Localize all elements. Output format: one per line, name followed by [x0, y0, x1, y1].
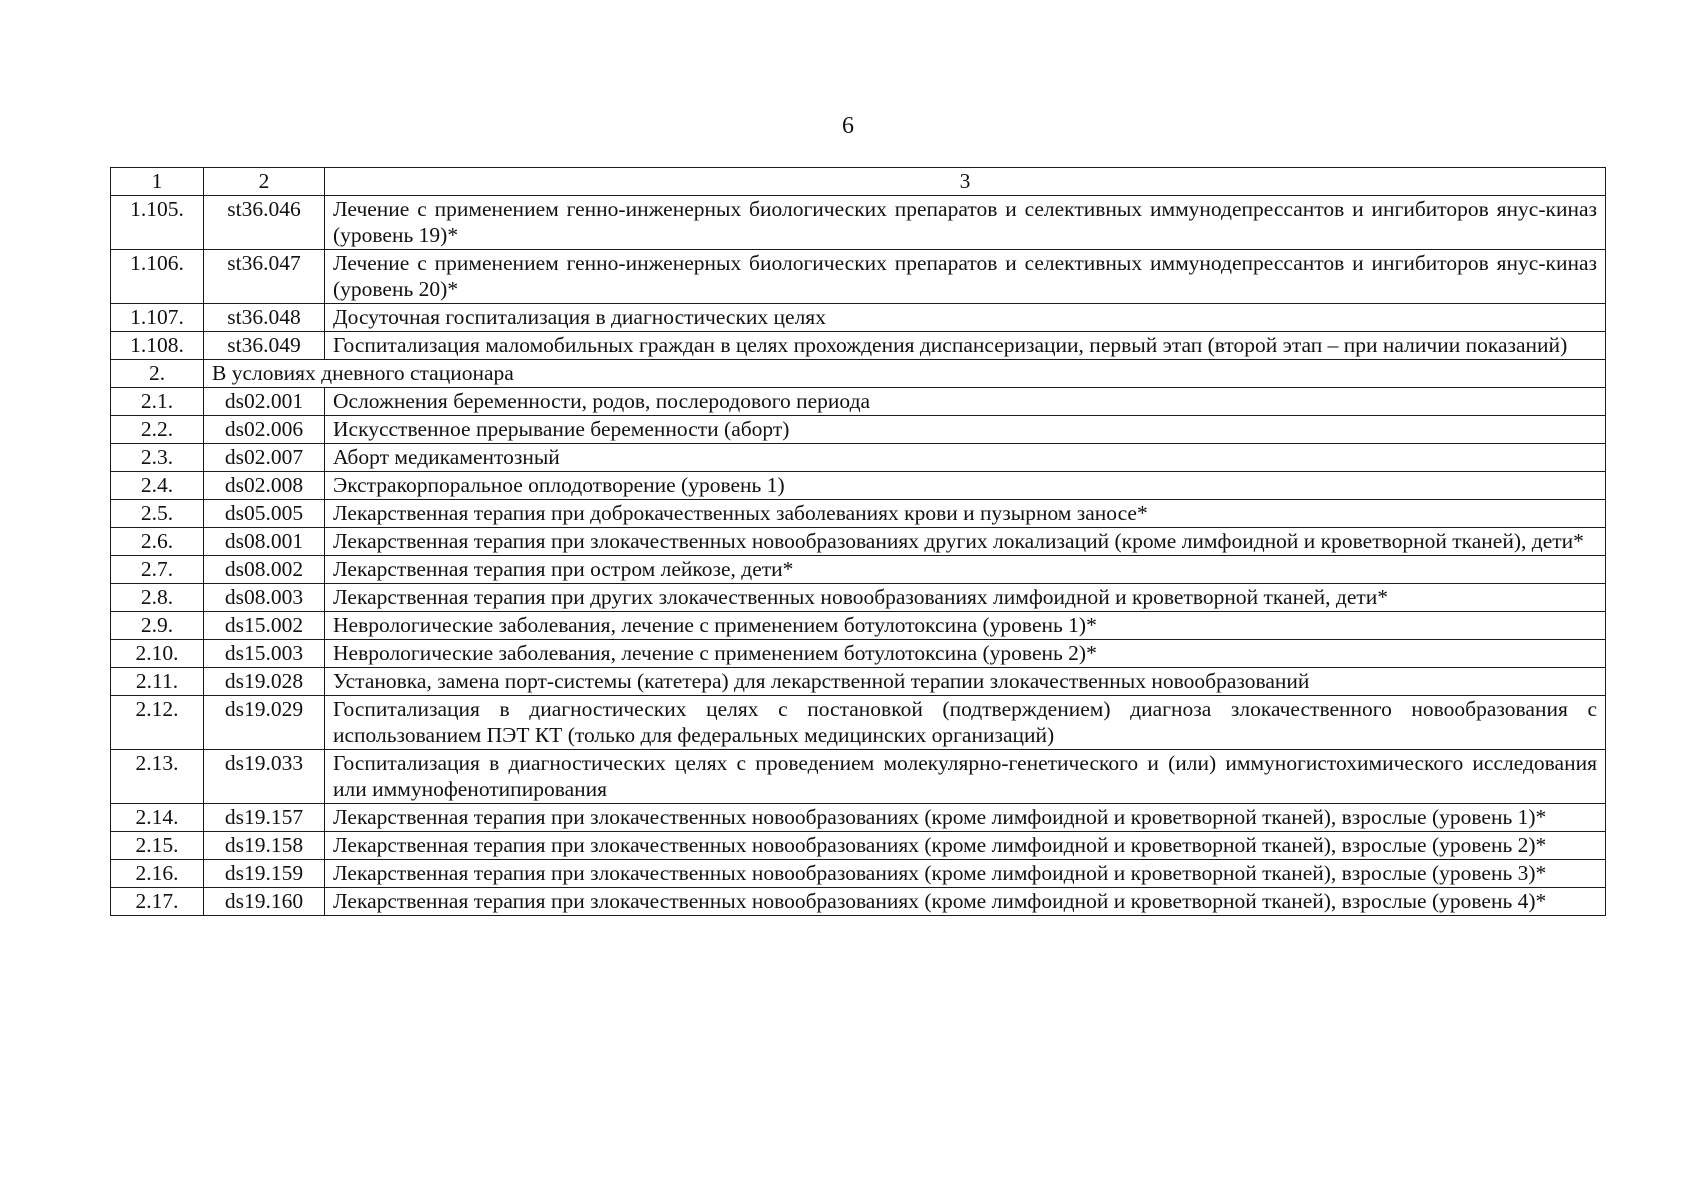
row-code: ds19.158	[204, 832, 325, 860]
row-code: ds08.002	[204, 556, 325, 584]
table-row	[111, 332, 1606, 360]
table-row	[111, 640, 1606, 668]
row-number: 2.1.	[111, 388, 204, 416]
row-number: 1.105.	[111, 196, 204, 250]
row-description: Лекарственная терапия при других злокачественных новообразованиях лимфоидной и кроветворной тканей, дети*	[325, 584, 1606, 612]
row-description: Экстракорпоральное оплодотворение (уровень 1)	[325, 472, 1606, 500]
page-number: 6	[842, 113, 854, 139]
row-code: ds02.008	[204, 472, 325, 500]
table-header-row	[111, 168, 1606, 196]
row-description: Лекарственная терапия при злокачественных новообразованиях (кроме лимфоидной и кроветворной тканей), взрослые (уровень 2)*	[325, 832, 1606, 860]
row-number: 2.16.	[111, 860, 204, 888]
row-number: 2.3.	[111, 444, 204, 472]
row-description: Лекарственная терапия при доброкачественных заболеваниях крови и пузырном заносе*	[325, 500, 1606, 528]
table-row	[111, 304, 1606, 332]
row-description: Лекарственная терапия при злокачественных новообразованиях других локализаций (кроме лимфоидной и кроветворной тканей), дети*	[325, 528, 1606, 556]
row-description: Лечение с применением генно-инженерных биологических препаратов и селективных иммунодепрессантов и ингибиторов янус-киназ (уровень 19)*	[325, 196, 1606, 250]
row-number: 1.106.	[111, 250, 204, 304]
row-number: 2.	[111, 360, 204, 388]
row-code: ds19.159	[204, 860, 325, 888]
row-code: st36.047	[204, 250, 325, 304]
row-description: Лечение с применением генно-инженерных биологических препаратов и селективных иммунодепрессантов и ингибиторов янус-киназ (уровень 20)*	[325, 250, 1606, 304]
row-number: 2.2.	[111, 416, 204, 444]
row-code: ds02.006	[204, 416, 325, 444]
table-row	[111, 584, 1606, 612]
row-code: ds02.001	[204, 388, 325, 416]
table-row	[111, 196, 1606, 250]
row-description: Искусственное прерывание беременности (аборт)	[325, 416, 1606, 444]
table-row	[111, 416, 1606, 444]
row-code: ds15.003	[204, 640, 325, 668]
row-code: st36.049	[204, 332, 325, 360]
row-description: Госпитализация маломобильных граждан в целях прохождения диспансеризации, первый этап (второй этап – при наличии показаний)	[325, 332, 1606, 360]
row-description: Госпитализация в диагностических целях с проведением молекулярно-генетического и (или) иммуногистохимического исследования или иммунофенотипирования	[325, 750, 1606, 804]
row-number: 2.15.	[111, 832, 204, 860]
row-description: Лекарственная терапия при злокачественных новообразованиях (кроме лимфоидной и кроветворной тканей), взрослые (уровень 4)*	[325, 888, 1606, 916]
table-row	[111, 750, 1606, 804]
row-code: st36.048	[204, 304, 325, 332]
table-row	[111, 804, 1606, 832]
row-number: 2.13.	[111, 750, 204, 804]
row-description: Аборт медикаментозный	[325, 444, 1606, 472]
row-number: 2.14.	[111, 804, 204, 832]
section-title: В условиях дневного стационара	[204, 360, 1606, 388]
row-description: Досуточная госпитализация в диагностических целях	[325, 304, 1606, 332]
tariff-table	[110, 167, 1606, 916]
row-description: Осложнения беременности, родов, послеродового периода	[325, 388, 1606, 416]
row-code: ds19.033	[204, 750, 325, 804]
table-row	[111, 528, 1606, 556]
row-description: Лекарственная терапия при остром лейкозе, дети*	[325, 556, 1606, 584]
row-description: Неврологические заболевания, лечение с применением ботулотоксина (уровень 2)*	[325, 640, 1606, 668]
row-number: 2.7.	[111, 556, 204, 584]
row-number: 2.5.	[111, 500, 204, 528]
table-row	[111, 250, 1606, 304]
row-number: 1.107.	[111, 304, 204, 332]
row-description: Госпитализация в диагностических целях с постановкой (подтверждением) диагноза злокачественного новообразования с использованием ПЭТ КТ (только для федеральных медицинских организаций)	[325, 696, 1606, 750]
table-row	[111, 500, 1606, 528]
header-col-1: 1	[111, 168, 204, 196]
row-code: ds19.160	[204, 888, 325, 916]
table-row	[111, 832, 1606, 860]
row-code: ds15.002	[204, 612, 325, 640]
section-row	[111, 360, 1606, 388]
table-row	[111, 668, 1606, 696]
row-description: Неврологические заболевания, лечение с применением ботулотоксина (уровень 1)*	[325, 612, 1606, 640]
row-code: st36.046	[204, 196, 325, 250]
table-row	[111, 556, 1606, 584]
row-number: 2.10.	[111, 640, 204, 668]
row-code: ds19.028	[204, 668, 325, 696]
table-row	[111, 444, 1606, 472]
table-row	[111, 860, 1606, 888]
table-row	[111, 472, 1606, 500]
row-code: ds08.001	[204, 528, 325, 556]
row-code: ds08.003	[204, 584, 325, 612]
row-number: 2.6.	[111, 528, 204, 556]
row-number: 2.17.	[111, 888, 204, 916]
header-col-2: 2	[204, 168, 325, 196]
row-number: 2.8.	[111, 584, 204, 612]
row-description: Установка, замена порт-системы (катетера) для лекарственной терапии злокачественных новообразований	[325, 668, 1606, 696]
row-number: 2.9.	[111, 612, 204, 640]
row-number: 2.12.	[111, 696, 204, 750]
table-row	[111, 388, 1606, 416]
row-code: ds05.005	[204, 500, 325, 528]
row-number: 2.4.	[111, 472, 204, 500]
row-code: ds02.007	[204, 444, 325, 472]
table-row	[111, 696, 1606, 750]
row-number: 1.108.	[111, 332, 204, 360]
row-code: ds19.029	[204, 696, 325, 750]
row-description: Лекарственная терапия при злокачественных новообразованиях (кроме лимфоидной и кроветворной тканей), взрослые (уровень 1)*	[325, 804, 1606, 832]
table-row	[111, 888, 1606, 916]
row-number: 2.11.	[111, 668, 204, 696]
row-code: ds19.157	[204, 804, 325, 832]
table-row	[111, 612, 1606, 640]
row-description: Лекарственная терапия при злокачественных новообразованиях (кроме лимфоидной и кроветворной тканей), взрослые (уровень 3)*	[325, 860, 1606, 888]
header-col-3: 3	[325, 168, 1606, 196]
